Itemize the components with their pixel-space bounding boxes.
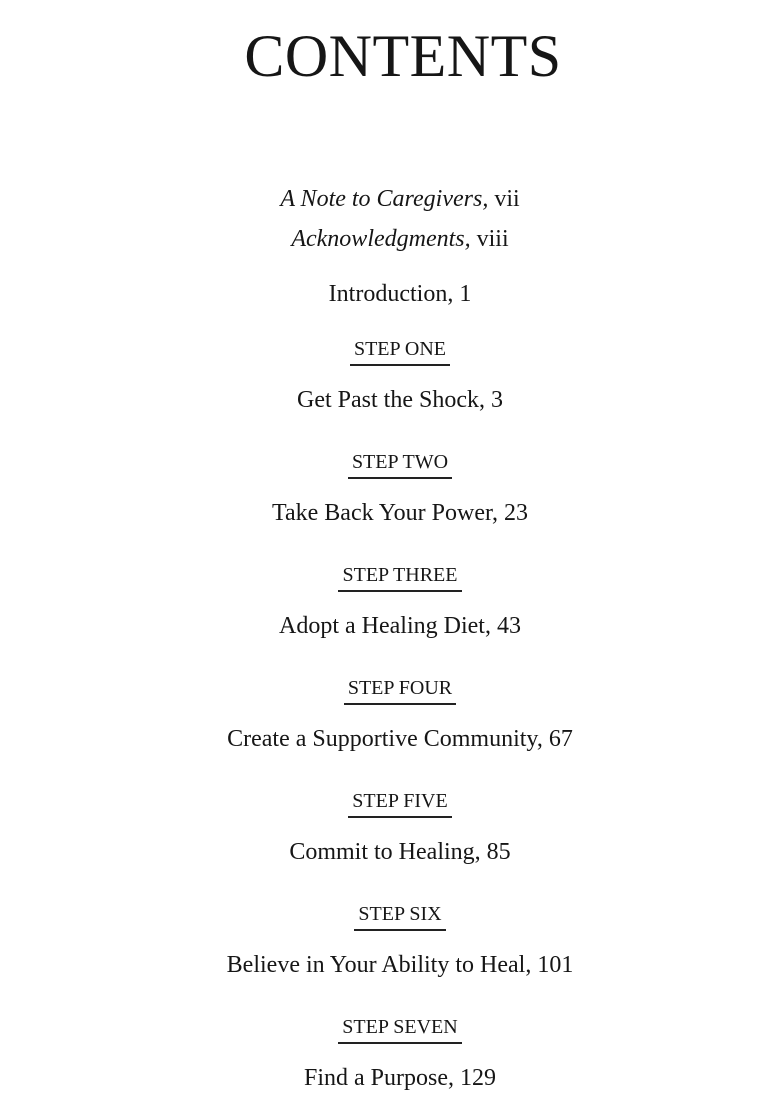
- entry-page: 85: [486, 839, 511, 865]
- entry-title: Take Back Your Power,: [272, 500, 498, 526]
- toc-entry[interactable]: [0, 500, 780, 527]
- toc-entry[interactable]: [0, 726, 780, 753]
- step-label: STEP SEVEN: [0, 1016, 780, 1044]
- step-label: STEP ONE: [0, 338, 780, 366]
- toc-entry[interactable]: [0, 387, 780, 414]
- step-label: STEP TWO: [0, 451, 780, 479]
- entry-page: 43: [496, 613, 521, 639]
- entry-title: Get Past the Shock,: [297, 387, 485, 413]
- entry-title: Create a Supportive Community,: [227, 726, 543, 752]
- step-label: STEP THREE: [0, 564, 780, 592]
- toc-entry-acknowledgments[interactable]: [0, 226, 780, 253]
- step-label: STEP FOUR: [0, 677, 780, 705]
- entry-page: 1: [459, 281, 472, 307]
- entry-page: 23: [504, 500, 528, 526]
- entry-title: Adopt a Healing Diet,: [279, 613, 491, 639]
- entry-title: A Note to Caregivers,: [280, 186, 489, 212]
- entry-page: 129: [460, 1065, 496, 1091]
- toc-entry[interactable]: [0, 839, 780, 866]
- toc-entry[interactable]: [0, 1065, 780, 1092]
- toc-entry[interactable]: [0, 613, 780, 640]
- entry-page: 101: [537, 952, 574, 978]
- step-label: STEP FIVE: [0, 790, 780, 818]
- entry-title: Find a Purpose,: [304, 1065, 454, 1091]
- toc-entry-caregivers[interactable]: [0, 186, 780, 213]
- entry-page: 67: [548, 726, 573, 752]
- entry-title: Acknowledgments,: [291, 226, 471, 252]
- entry-page: 3: [490, 387, 503, 413]
- page-title: CONTENTS: [244, 23, 562, 89]
- entry-title: Believe in Your Ability to Heal,: [226, 952, 532, 978]
- entry-title: Introduction,: [328, 281, 454, 307]
- entry-page: vii: [494, 186, 520, 212]
- toc-entry-introduction[interactable]: [0, 281, 780, 308]
- step-label: STEP SIX: [0, 903, 780, 931]
- entry-page: viii: [476, 226, 509, 252]
- toc-entry[interactable]: [0, 952, 780, 979]
- entry-title: Commit to Healing,: [289, 839, 481, 865]
